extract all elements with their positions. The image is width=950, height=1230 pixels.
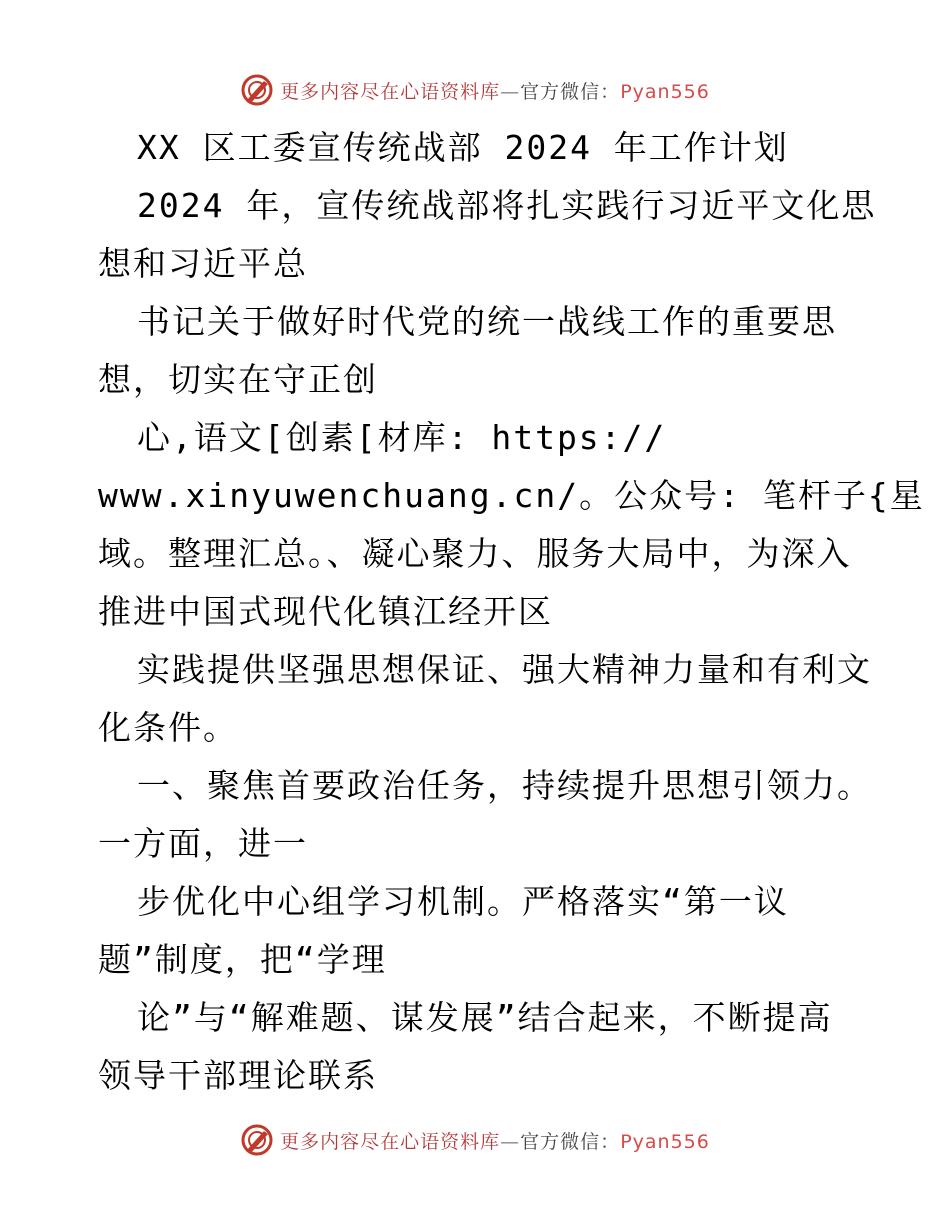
banner-wechat-label: 官方微信：: [520, 80, 621, 103]
section-heading: 一、聚焦首要政治任务，持续提升思想引领力。: [137, 766, 872, 805]
text-line: 域。整理汇总。、凝心聚力、服务大局中，为深入: [98, 534, 852, 573]
text-line: 一方面，进一: [98, 824, 308, 863]
pen-logo-icon: [240, 1123, 274, 1157]
text-line: 实践提供坚强思想保证、强大精神力量和有利文: [137, 650, 872, 689]
text-line: 书记关于做好时代党的统一战线工作的重要思: [137, 302, 837, 341]
pen-logo-icon: [240, 73, 274, 107]
document-title: XX 区工委宣传统战部 2024 年工作计划: [137, 128, 789, 167]
banner-main-text: 更多内容尽在心语资料库: [280, 1130, 501, 1153]
banner-content: [240, 1123, 710, 1157]
text-line: 领导干部理论联系: [98, 1056, 378, 1095]
banner-content: [240, 73, 710, 107]
banner-text: [280, 1127, 710, 1154]
text-line: www.xinyuwenchuang.cn/。公众号: 笔杆子{星: [98, 476, 925, 515]
banner-wechat-id: Pyan556: [620, 80, 710, 103]
banner-wechat-id: Pyan556: [620, 1130, 710, 1153]
text-line: 化条件。: [98, 708, 238, 747]
text-line: 论”与“解难题、谋发展”结合起来，不断提高: [137, 998, 833, 1037]
banner-wechat-label: 官方微信：: [520, 1130, 621, 1153]
footer-banner: [0, 1120, 950, 1160]
banner-dash: —: [500, 80, 521, 103]
text-line: 想，切实在守正创: [98, 360, 378, 399]
text-line: 想和习近平总: [98, 244, 308, 283]
banner-dash: —: [500, 1130, 521, 1153]
header-banner: [0, 70, 950, 110]
banner-main-text: 更多内容尽在心语资料库: [280, 80, 501, 103]
text-line: 步优化中心组学习机制。严格落实“第一议: [137, 882, 789, 921]
text-line: 心,语文[创素[材库: https://: [137, 418, 667, 457]
banner-text: [280, 77, 710, 104]
text-line: 2024 年，宣传统战部将扎实践行习近平文化思: [137, 186, 877, 225]
text-line: 题”制度，把“学理: [98, 940, 387, 979]
text-line: 推进中国式现代化镇江经开区: [98, 592, 553, 631]
